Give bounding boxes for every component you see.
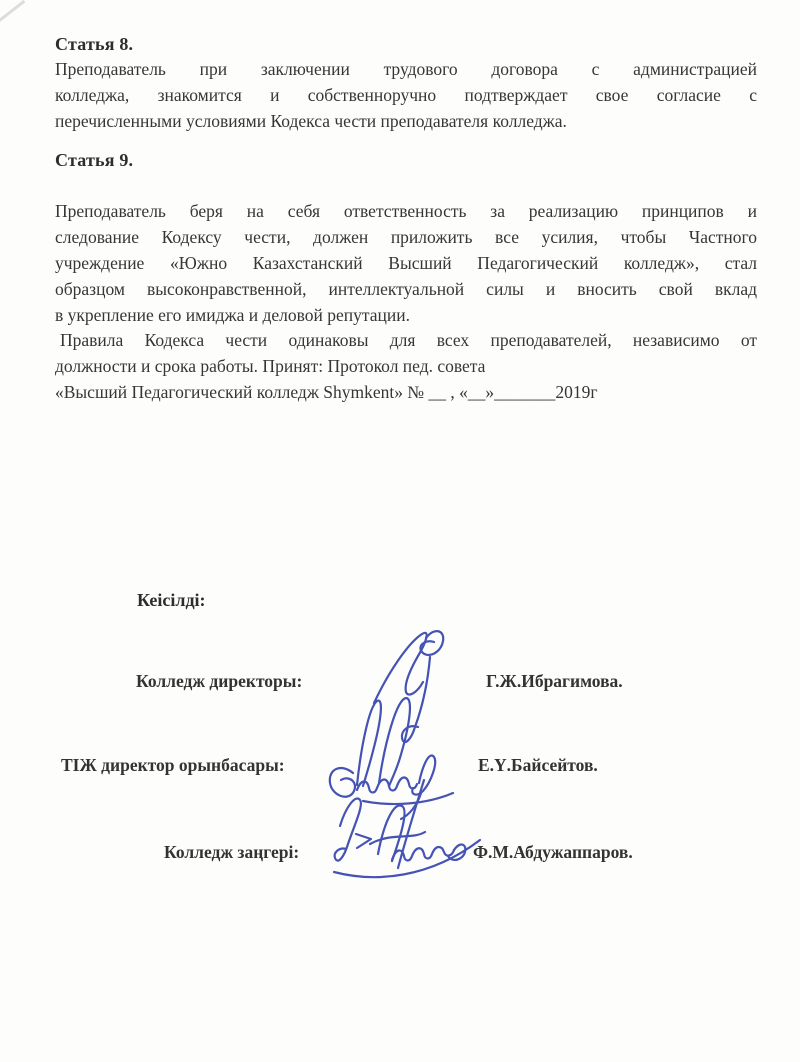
text-line: следование Кодексу чести, должен приложить все усилия, чтобы Частного [55, 227, 757, 248]
text-line: колледжа, знакомится и собственноручно подтверждает свое согласие с [55, 84, 757, 105]
text-line: «Высший Педагогический колледж Shymkent» № __ , «__»_______2019г [55, 381, 598, 402]
text-line: Преподаватель при заключении трудового договора с администрацией [55, 59, 757, 79]
scan-corner-artifact [0, 0, 25, 23]
signature-bayseitov-icon [323, 693, 478, 823]
signatory-role-director: Колледж директоры: [136, 671, 303, 691]
article-9-heading: Статья 9. [55, 150, 134, 171]
text-line: Правила Кодекса чести одинаковы для всех преподавателей, независимо от [60, 330, 757, 351]
signature-abduzhapparov-icon [326, 778, 494, 892]
agreed-label: Кеісілді: [137, 590, 206, 610]
article-9-paragraph [55, 199, 757, 405]
spacer [55, 134, 757, 147]
signatory-role-deputy-director: ТІЖ директор орынбасары: [61, 755, 285, 775]
signature-ibragimova-icon [360, 625, 472, 765]
text-line: Преподаватель беря на себя ответственность за реализацию принципов и [55, 201, 757, 222]
signatory-name-bayseitov: Е.Ү.Байсейтов. [478, 755, 598, 775]
signatory-name-abduzhapparov: Ф.М.Абдужаппаров. [473, 842, 633, 862]
spacer [55, 173, 757, 199]
text-line: учреждение «Южно Казахстанский Высший Педагогический колледж», стал [55, 252, 757, 273]
text-line: должности и срока работы. Принят: Протокол пед. совета [55, 356, 486, 377]
article-8-heading: Статья 8. [55, 34, 134, 54]
text-line: образцом высоконравственной, интеллектуальной силы и вносить свой вклад [55, 278, 757, 299]
signatory-role-lawyer: Колледж заңгері: [164, 842, 300, 862]
text-line: в укрепление его имиджа и деловой репутации. [55, 304, 410, 325]
signatory-name-ibragimova: Г.Ж.Ибрагимова. [486, 671, 623, 691]
document-body [55, 31, 757, 406]
text-line: перечисленными условиями Кодекса чести преподавателя колледжа. [55, 110, 567, 131]
article-8-paragraph [55, 57, 757, 134]
